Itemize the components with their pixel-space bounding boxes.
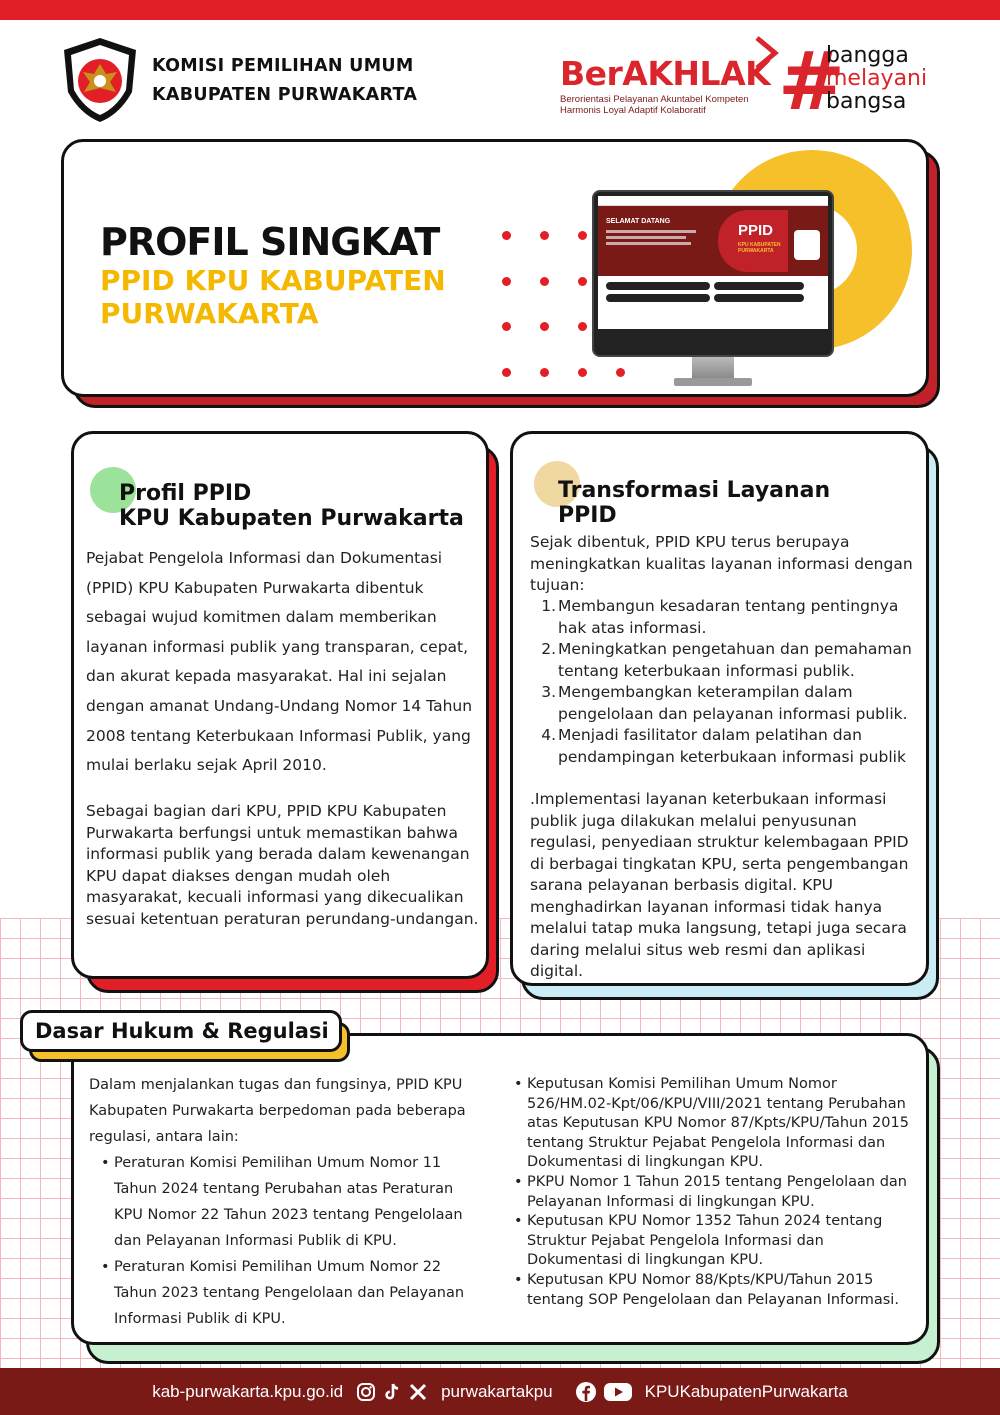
regulation-text: Peraturan Komisi Pemilihan Umum Nomor 11 Tahun 2024 tentang Perubahan atas Peraturan KPU Nomor 22 Tahun 2023 tentang Pengelolaan dan Pelayanan Informasi Publik di KPU. [114, 1155, 463, 1249]
regulation-text: Keputusan Komisi Pemilihan Umum Nomor 526/HM.02-Kpt/06/KPU/VIII/2021 tentang Perubahan atas Keputusan KPU Nomor 87/Kpts/KPU/Tahun 2015 tentang Struktur Pejabat Pengelola Informasi dan Dokumentasi di lingkungan KPU. [527, 1076, 909, 1171]
footer-bar [0, 1368, 1000, 1415]
bullet-icon: • [514, 1076, 523, 1092]
screen-ppid: PPID [738, 222, 774, 239]
regulation-item [514, 1212, 922, 1271]
list-text: Meningkatkan pengetahuan dan pemahaman tentang keterbukaan informasi publik. [558, 640, 912, 680]
transformasi-title-1: Transformasi Layanan [558, 478, 831, 503]
transformasi-title-2: PPID [558, 503, 617, 528]
berakhlak-logo [560, 40, 780, 120]
org-name-line2: KABUPATEN PURWAKARTA [152, 85, 418, 105]
x-icon[interactable] [407, 1381, 429, 1403]
berakhlak-wordmark: BerAKHLAK [560, 54, 771, 93]
regulation-text: PKPU Nomor 1 Tahun 2015 tentang Pengelolaan dan Pelayanan Informasi di lingkungan KPU. [527, 1173, 907, 1210]
regulation-text: Peraturan Komisi Pemilihan Umum Nomor 22 Tahun 2023 tentang Pengelolaan dan Pelayanan Informasi Publik di KPU. [114, 1259, 465, 1327]
website-link[interactable]: kab-purwakarta.kpu.go.id [152, 1381, 344, 1401]
tiktok-icon[interactable] [381, 1381, 403, 1403]
transformasi-list-item [530, 725, 920, 768]
facebook-youtube-handle[interactable]: KPUKabupatenPurwakarta [644, 1381, 848, 1401]
dasar-title-box [20, 1010, 342, 1052]
bullet-icon: • [101, 1259, 110, 1275]
monitor-icon [592, 190, 834, 395]
regulation-item [101, 1150, 484, 1254]
bangga-text: bangga [826, 43, 909, 68]
instagram-icon[interactable] [355, 1381, 377, 1403]
bangsa-text: bangsa [826, 89, 907, 114]
hero-subtitle-2: PURWAKARTA [100, 297, 319, 330]
profil-title-2: KPU Kabupaten Purwakarta [119, 506, 464, 531]
dasar-list-left [101, 1150, 484, 1332]
bullet-icon: • [514, 1213, 523, 1230]
hero-subtitle-1: PPID KPU KABUPATEN [100, 264, 446, 297]
youtube-icon[interactable] [603, 1381, 633, 1403]
screen-welcome: SELAMAT DATANG [606, 218, 671, 225]
list-text: Membangun kesadaran tentang pentingnya hak atas informasi. [558, 597, 899, 637]
melayani-text: melayani [826, 66, 928, 91]
list-number: 4. [541, 726, 556, 744]
top-accent-bar [0, 0, 1000, 20]
berakhlak-sub2: Harmonis Loyal Adaptif Kolaboratif [560, 105, 706, 116]
regulation-item [514, 1271, 922, 1310]
social-handle[interactable]: purwakartakpu [441, 1381, 553, 1401]
hero-title: PROFIL SINGKAT [100, 220, 440, 264]
org-name-line1: KOMISI PEMILIHAN UMUM [152, 56, 414, 76]
transformasi-list [530, 596, 920, 768]
list-number: 3. [541, 683, 556, 701]
transformasi-paragraph-2: .Implementasi layanan keterbukaan informasi publik juga dilakukan melalui penyusunan regulasi, penyediaan struktur kelembagaan PPID di berbagai tingkatan KPU, serta pengembangan sarana pelayanan berbasis digital. KPU menghadirkan layanan informasi tidak hanya melalui tatap muka langsung, tetapi juga secara daring melalui situs web resmi dan aplikasi digital. [530, 790, 909, 980]
transformasi-list-item [530, 639, 920, 682]
list-text: Menjadi fasilitator dalam pelatihan dan pendampingan keterbukaan informasi publik [558, 726, 906, 766]
regulation-item [101, 1254, 484, 1332]
profil-paragraph-2: Sebagai bagian dari KPU, PPID KPU Kabupaten Purwakarta berfungsi untuk memastikan bahwa informasi publik yang berada dalam kewenangan KPU dapat diakses dengan mudah oleh masyarakat, kecuali informasi yang dikecualikan sesuai ketentuan peraturan perundang-undangan. [86, 802, 479, 928]
transformasi-intro: Sejak dibentuk, PPID KPU terus berupaya meningkatkan kualitas layanan informasi dengan tujuan: [530, 533, 913, 594]
list-number: 1. [541, 597, 556, 615]
bullet-icon: • [101, 1155, 110, 1171]
regulation-text: Keputusan KPU Nomor 1352 Tahun 2024 tentang Struktur Pejabat Pengelola Informasi dan Dokumentasi di lingkungan KPU. [527, 1213, 883, 1269]
dasar-intro: Dalam menjalankan tugas dan fungsinya, PPID KPU Kabupaten Purwakarta berpedoman pada beberapa regulasi, antara lain: [89, 1077, 466, 1145]
regulation-item [514, 1173, 922, 1212]
dasar-title: Dasar Hukum & Regulasi [35, 1018, 329, 1043]
facebook-icon[interactable] [575, 1381, 597, 1403]
regulation-item [514, 1075, 922, 1173]
list-text: Mengembangkan keterampilan dalam pengelolaan dan pelayanan informasi publik. [558, 683, 908, 723]
regulation-text: Keputusan KPU Nomor 88/Kpts/KPU/Tahun 2015 tentang SOP Pengelolaan dan Pelayanan Informasi. [527, 1271, 899, 1308]
transformasi-list-item [530, 596, 920, 639]
kpu-logo-icon [60, 36, 140, 124]
screen-kpu: KPU KABUPATEN PURWAKARTA [738, 242, 781, 254]
list-number: 2. [541, 640, 556, 658]
berakhlak-sub1: Berorientasi Pelayanan Akuntabel Kompeten [560, 94, 749, 105]
transformasi-list-item [530, 682, 920, 725]
dasar-list-right [514, 1075, 922, 1310]
bullet-icon: • [514, 1173, 523, 1190]
profil-paragraph-1: Pejabat Pengelola Informasi dan Dokumentasi (PPID) KPU Kabupaten Purwakarta dibentuk sebagai wujud komitmen dalam memberikan layanan informasi publik yang transparan, cepat, dan akurat kepada masyarakat. Hal ini sejalan dengan amanat Undang-Undang Nomor 14 Tahun 2008 tentang Keterbukaan Informasi Publik, yang mulai berlaku sejak April 2010. [86, 549, 473, 775]
chevron-icon [753, 36, 779, 70]
hashtag-icon: # [778, 35, 846, 128]
bullet-icon: • [514, 1271, 523, 1288]
profil-title-1: Profil PPID [119, 481, 252, 506]
